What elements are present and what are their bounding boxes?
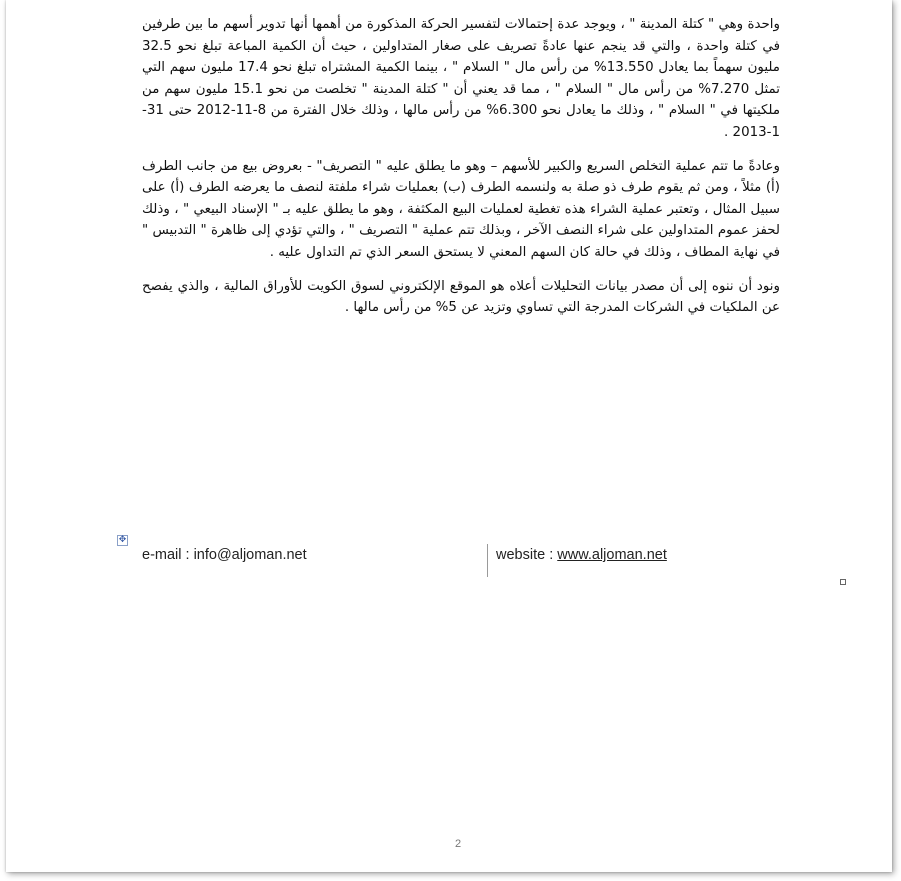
paragraph-2: وعادةً ما تتم عملية التخلص السريع والكبير للأسهم – وهو ما يطلق عليه " التصريف" - بعروض بيع من جانب الطرف (أ) مثلاً ، ومن ثم يقوم طرف ذو صلة به ولنسمه الطرف (ب) بعمليات شراء ملفتة لنصف ما يعرضه الطرف (أ) على سبيل المثال ، وتعتبر عملية الشراء هذه تغطية لعمليات البيع المكثفة ، وهو ما يطلق عليه بـ " الإسناد البيعي " ، وذلك لحفز عموم المتداولين على شراء النصف الآخر ، وبذلك تتم عملية " التصريف " ، والتي تؤدي إلى ظاهرة " التدبيس " في نهاية المطاف ، وذلك في حالة كان السهم المعني لا يستحق السعر الذي تم التداول عليه . [142,158,780,260]
move-handle-icon[interactable]: ✥ [118,535,127,545]
website-link[interactable]: www.aljoman.net [557,547,667,563]
page-number: 2 [455,838,462,850]
body-text [142,14,780,331]
footer-website-prefix: website : [496,547,558,563]
footer-divider [487,544,488,577]
document-page [6,0,892,872]
paragraph-3: ونود أن ننوه إلى أن مصدر بيانات التحليلات أعلاه هو الموقع الإلكتروني لسوق الكويت للأوراق المالية ، والذي يفصح عن الملكيات في الشركات المدرجة التي تساوي وتزيد عن 5% من رأس مالها . [142,278,780,316]
end-of-cell-marker [840,579,846,585]
footer-email: e-mail : info@aljoman.net [142,547,307,563]
footer-website [496,547,667,563]
paragraph-1: واحدة وهي " كتلة المدينة " ، ويوجد عدة إحتمالات لتفسير الحركة المذكورة من أهمها أنها تدوير أسهم ما بين طرفين في كتلة واحدة ، والتي قد ينجم عنها عادةً تصريف على صغار المتداولين ، حيث أن الكمية المباعة تبلغ نحو 32.5 مليون سهماً بما يعادل 13.550% من رأس مال " السلام " ، بينما الكمية المشتراه تبلغ نحو 17.4 مليون سهم التي تمثل 7.270% من رأس مال " السلام " ، مما قد يعني أن " كتلة المدينة " تخلصت من نحو 15.1 مليون سهم من ملكيتها في " السلام " ، وذلك ما يعادل نحو 6.300% من رأس مالها ، وذلك خلال الفترة من 8-11-2012 حتى 31-1-2013 . [142,17,780,140]
